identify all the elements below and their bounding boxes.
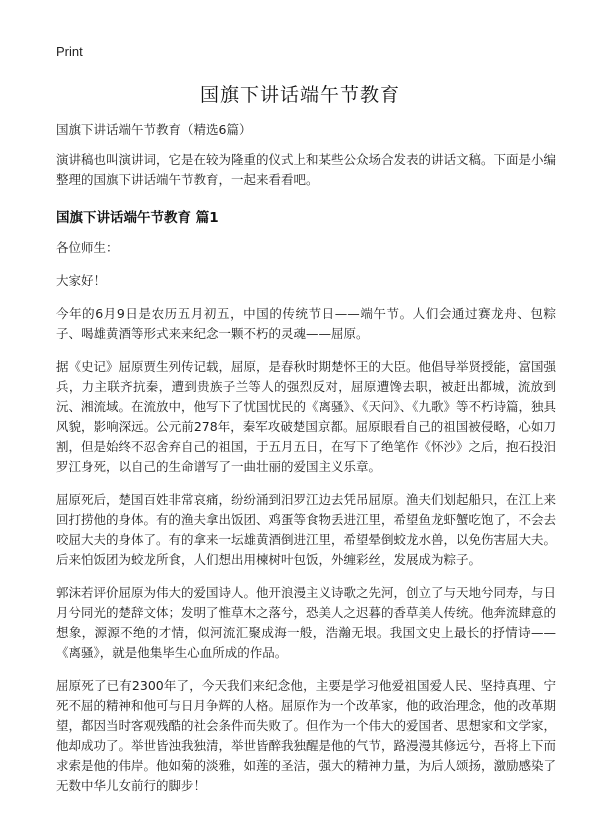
- document-body: [56, 120, 556, 809]
- greeting-line: 各位师生：: [56, 240, 119, 255]
- doc-subtitle: 国旗下讲话端午节教育（精选6篇）: [56, 122, 252, 137]
- body-paragraph: 据《史记》屈原贾生列传记载，屈原，是春秋时期楚怀王的大臣。他倡导举贤授能，富国强兵，力主联齐抗秦，遭到贵族子兰等人的强烈反对，屈原遭馋去职，被赶出都城，流放到沅、湘流域。在流放中，他写下了忧国忧民的《离骚》、《天问》、《九歌》等不朽诗篇，独具风貌，影响深远。公元前278年，秦军攻破楚国京都。屈原眼看自己的祖国被侵略，心如刀割，但是始终不忍舍弃自己的祖国，于五月五日，在写下了绝笔作《怀沙》之后，抱石投汨罗江身死，以自己的生命谱写了一曲壮丽的爱国主义乐章。: [56, 359, 557, 474]
- body-paragraph: 郭沫若评价屈原为伟大的爱国诗人。他开浪漫主义诗歌之先河，创立了与天地兮同寿，与日月兮同光的楚辞文体；发明了惟草木之落兮，恐美人之迟暮的香草美人传统。他奔流肆意的想象，源源不绝的才情，似河流汇聚成海一般，浩瀚无垠。我国文史上最长的抒情诗——《离骚》，就是他集毕生心血所成的作品。: [56, 585, 557, 660]
- intro-paragraph: 演讲稿也叫演讲词，它是在较为隆重的仪式上和某些公众场合发表的讲话文稿。下面是小编整理的国旗下讲话端午节教育，一起来看看吧。: [56, 152, 557, 187]
- page-title: 国旗下讲话端午节教育: [199, 84, 400, 106]
- body-paragraph: 今年的6月9日是农历五月初五，中国的传统节日——端午节。人们会通过赛龙舟、包粽子、喝雄黄酒等形式来来纪念一颗不朽的灵魂——屈原。: [56, 306, 556, 341]
- body-paragraph: 屈原死了已有2300年了，今天我们来纪念他，主要是学习他爱祖国爱人民、坚持真理、宁死不屈的精神和他可与日月争辉的人格。屈原作为一个改革家，他的政治理念，他的改革期望，都因当时客观残酷的社会条件而失败了。但作为一个伟大的爱国者、思想家和文学家，他却成功了。举世皆浊我独清，举世皆醉我独醒是他的气节，路漫漫其修远兮，吾将上下而求索是他的伟岸。他如菊的淡雅，如莲的圣洁，强大的精神力量，为后人颂扬，激励感染了无数中华儿女前行的脚步！: [56, 678, 557, 793]
- section-heading: 国旗下讲话端午节教育 篇1: [56, 210, 219, 226]
- body-paragraph: 屈原死后，楚国百姓非常哀痛，纷纷涌到汨罗江边去凭吊屈原。渔夫们划起船只，在江上来回打捞他的身体。有的渔夫拿出饭团、鸡蛋等食物丢进江里，希望鱼龙虾蟹吃饱了，不会去咬屈大夫的身体了。有的拿来一坛雄黄酒倒进江里，希望晕倒蛟龙水兽，以免伤害屈大夫。后来怕饭团为蛟龙所食，人们想出用楝树叶包饭，外缠彩丝，发展成为粽子。: [56, 492, 557, 567]
- greeting-line: 大家好！: [56, 273, 107, 288]
- print-link[interactable]: Print: [56, 44, 83, 59]
